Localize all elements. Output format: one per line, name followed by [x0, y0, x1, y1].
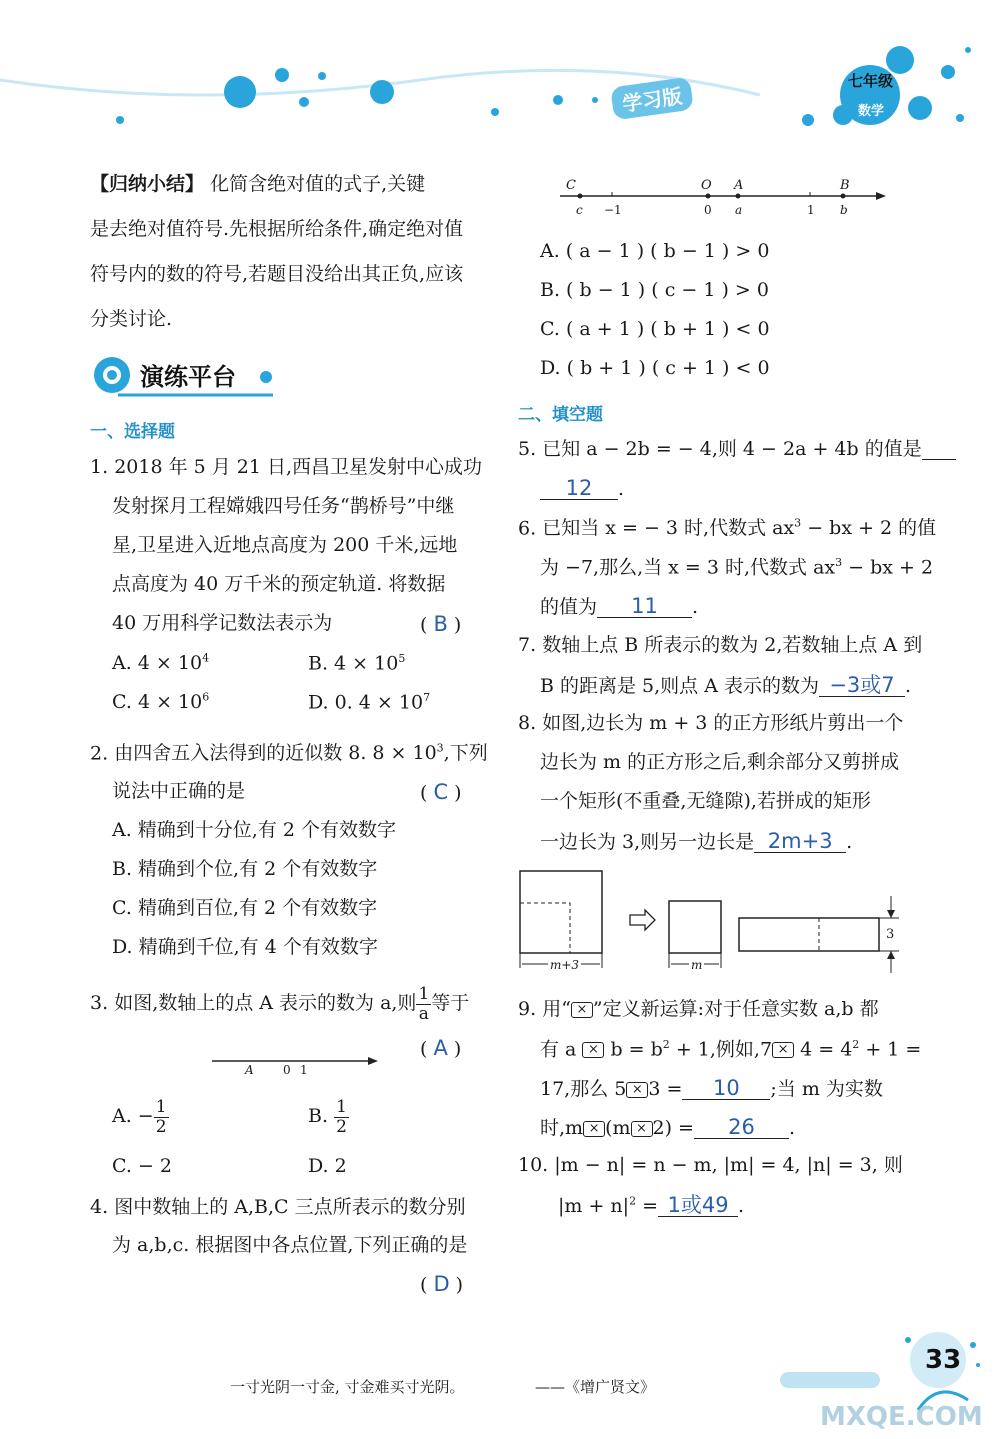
q2-option-a: A. 精确到十分位,有 2 个有效数字: [112, 819, 397, 841]
question-5: [518, 438, 922, 518]
q3-axis-label-0: 0: [283, 1063, 291, 1077]
q7-answer: −3或7: [819, 675, 905, 697]
watermark: MXQE.COM: [820, 1402, 983, 1432]
q4-answer: D: [433, 1272, 450, 1296]
footer-source: ——《增广贤文》: [535, 1378, 656, 1396]
question-4: 4. 图中数轴上的 A,B,C 三点所表示的数分别 为 a,b,c. 根据图中各点位置,下列正确的是 ( D ): [90, 1198, 485, 1312]
q4-options: [540, 242, 940, 398]
question-1: 1. 2018 年 5 月 21 日,西昌卫星发射中心成功 发射探月工程嫦娥四号任务“鹊桥号”中继 星,卫星进入近地点高度为 200 千米,远地 点高度为 40 万千米的预定轨道. 将数据 40 万用科学记数法表示为 ( B ) A. $4 \times 10^4$ B. $4 \times 10^5$ C. $4 \times 10^6$ D. 0. $4 \times 10^7$: [90, 458, 485, 731]
summary-line4: 分类讨论.: [90, 308, 173, 330]
q3-option-c: C. − 2: [112, 1155, 172, 1177]
q4-number-line: [560, 176, 890, 222]
q7-line2: B 的距离是 5,则点 A 表示的数为: [540, 675, 819, 697]
q8-figure: [515, 868, 915, 978]
q5-number: 5.: [518, 438, 537, 460]
q4-line1: 图中数轴上的 A,B,C 三点所表示的数分别: [114, 1196, 466, 1218]
q3-number: 3.: [90, 992, 109, 1015]
section-choice: 一、选择题: [90, 422, 175, 442]
q4-axis-val-a: a: [735, 203, 743, 217]
section-fill: 二、填空题: [518, 405, 603, 425]
q8-number: 8.: [518, 712, 537, 734]
q3-number-line: [210, 1053, 380, 1083]
q3-axis-svg: [210, 1053, 380, 1083]
q8-fig-label-3: 3: [886, 927, 895, 942]
page-number: 33: [925, 1345, 962, 1375]
q1-option-d: D. 0. $4 \times 10^7$: [308, 691, 431, 714]
q7-line1: 数轴上点 B 所表示的数为 2,若数轴上点 A 到: [542, 634, 923, 656]
q9-op-symbol-icon: ×: [582, 1042, 604, 1058]
q9-answer-1: 10: [682, 1078, 770, 1100]
practice-header: [88, 345, 278, 400]
q5-answer: 12: [540, 478, 618, 500]
q3-line1: 如图,数轴上的点 A 表示的数为 a,则 $\frac{1}{a}$ 等于: [114, 984, 470, 1024]
question-3: 3. 如图,数轴上的点 A 表示的数为 a,则 $\frac{1}{a}$ 等于 ( A ): [90, 984, 470, 1060]
q1-option-c: C. $4 \times 10^6$: [112, 691, 210, 714]
q4-line2: 为 a,b,c. 根据图中各点位置,下列正确的是: [112, 1234, 468, 1256]
q1-line4: 点高度为 40 万千米的预定轨道. 将数据: [112, 573, 446, 595]
q8-line3: 一个矩形(不重叠,无缝隙),若拼成的矩形: [540, 790, 871, 812]
q4-option-a: A. ( a − 1 ) ( b − 1 ) > 0: [540, 240, 770, 262]
q9-op-symbol-icon: ×: [631, 1121, 653, 1137]
q6-line1: 已知当 x = − 3 时,代数式 $ax^3$ − bx + 2 的值: [542, 517, 937, 540]
q9-line2: 有 $a \times b = b^2 + 1$,例如$,7 \times 4 = 4^2 + 1$ =: [540, 1038, 922, 1061]
q3-axis-label-1: 1: [300, 1063, 308, 1077]
q8-line4: 一边长为 3,则另一边长是: [540, 831, 755, 853]
q2-option-d: D. 精确到千位,有 4 个有效数字: [112, 936, 378, 958]
summary-label: 【归纳小结】: [90, 173, 205, 195]
q4-axis-val-0: 0: [704, 203, 712, 217]
question-10: [518, 1156, 918, 1234]
q4-axis-point-a: A: [734, 178, 744, 193]
q2-number: 2.: [90, 742, 109, 765]
q1-line5: 40 万用科学记数法表示为: [112, 612, 333, 634]
q4-axis-val-b: b: [840, 203, 848, 217]
q9-op-symbol-icon: ×: [626, 1082, 648, 1098]
q4-option-b: B. ( b − 1 ) ( c − 1 ) > 0: [540, 279, 769, 301]
footer-bar: [780, 1372, 880, 1388]
q2-option-c: C. 精确到百位,有 2 个有效数字: [112, 897, 378, 919]
q9-line4: 时,m × (m × 2) = 26 .: [540, 1115, 796, 1139]
q3-axis-label-a: A: [245, 1063, 254, 1077]
q9-op-symbol-icon: ×: [583, 1121, 605, 1137]
q3-option-b: B. $\frac{1}{2}$: [308, 1097, 347, 1137]
question-9: [518, 998, 922, 1156]
q9-line1: 用“ × ”定义新运算:对于任意实数 a,b 都: [542, 998, 879, 1020]
q8-line2: 边长为 m 的正方形之后,剩余部分又剪拼成: [540, 751, 900, 773]
q6-line2: 为 −7,那么,当 x = 3 时,代数式 $ax^3$ − bx + 2: [540, 556, 934, 579]
q8-fig-label-mplus3: m+3: [550, 958, 580, 972]
question-7: [518, 634, 923, 714]
q9-op-symbol-icon: ×: [772, 1042, 794, 1058]
summary-line2: 是去绝对值符号.先根据所给条件,确定绝对值: [90, 218, 464, 240]
q1-option-b: B. $4 \times 10^5$: [308, 652, 406, 675]
q9-number: 9.: [518, 998, 537, 1020]
question-2: 2. 由四舍五入法得到的近似数 8. $8 \times 10^3$,下列 说法中正确的是 ( C ) A. 精确到十分位,有 2 个有效数字 B. 精确到个位,有 2 个有效数字 C. 精确到百位,有 2 个有效数字 D. 精确到千位,有 4 个有效数字: [90, 743, 485, 977]
q4-axis-val-minus1: −1: [604, 203, 622, 217]
q2-line1: 由四舍五入法得到的近似数 8. $8 \times 10^3$,下列: [114, 742, 488, 765]
q10-number: 10.: [518, 1154, 549, 1176]
q6-answer: 11: [597, 596, 692, 618]
q1-line1: 2018 年 5 月 21 日,西昌卫星发射中心成功: [114, 456, 483, 478]
q10-answer: 1或49: [658, 1195, 738, 1217]
summary-block: [90, 175, 485, 355]
q8-line1: 如图,边长为 m + 3 的正方形纸片剪出一个: [542, 712, 904, 734]
q10-line2: $|m + n|^2 = 1$或49 .: [558, 1193, 745, 1217]
q4-axis-val-1: 1: [807, 203, 815, 217]
q4-axis-point-c: C: [566, 178, 576, 193]
q4-option-d: D. ( b + 1 ) ( c + 1 ) < 0: [540, 357, 770, 379]
q1-line3: 星,卫星进入近地点高度为 200 千米,远地: [112, 534, 458, 556]
q8-answer: 2m+3: [754, 831, 846, 853]
q9-op-symbol-icon: ×: [571, 1002, 593, 1018]
q10-line1: |m − n| = n − m, |m| = 4, |n| = 3, 则: [554, 1154, 903, 1176]
q8-end: .: [846, 831, 853, 853]
q1-answer: B: [433, 612, 448, 636]
question-8: [518, 714, 918, 870]
practice-title: 演练平台: [140, 363, 236, 391]
q1-number: 1.: [90, 456, 109, 478]
subject-label: 数学: [858, 104, 885, 119]
q3-answer: A: [433, 1036, 448, 1060]
q6-end: .: [692, 596, 699, 618]
q4-number: 4.: [90, 1196, 109, 1218]
summary-line1: 化简含绝对值的式子,关键: [210, 173, 426, 195]
q4-axis-val-c: c: [576, 203, 583, 217]
q4-axis-point-o: O: [701, 178, 712, 193]
q6-line3: 的值为: [540, 596, 598, 618]
q9-answer-2: 26: [694, 1117, 789, 1139]
grade-label: 七年级: [848, 72, 894, 90]
q3-option-d: D. 2: [308, 1155, 347, 1177]
q3-option-a: A. − $\frac{1}{2}$: [112, 1097, 167, 1137]
q6-number: 6.: [518, 517, 537, 540]
footer-quote: 一寸光阴一寸金, 寸金难买寸光阴。: [230, 1378, 465, 1396]
q2-option-b: B. 精确到个位,有 2 个有效数字: [112, 858, 378, 880]
q2-line2: 说法中正确的是: [112, 780, 246, 802]
study-edition-badge: 学习版: [610, 77, 694, 121]
q3-options: [112, 1098, 482, 1192]
q7-end: .: [904, 675, 912, 697]
q5-line1: 已知 a − 2b = − 4,则 4 − 2a + 4b 的值是: [542, 438, 922, 460]
q4-option-c: C. ( a + 1 ) ( b + 1 ) < 0: [540, 318, 770, 340]
summary-line3: 符号内的数的符号,若题目没给出其正负,应该: [90, 263, 464, 285]
q7-number: 7.: [518, 634, 537, 656]
q2-answer: C: [433, 780, 449, 804]
q9-line3: 17,那么 5 × 3 = 10 ;当 m 为实数: [540, 1076, 883, 1100]
q1-option-a: A. $4 \times 10^4$: [112, 652, 210, 675]
q5-end: .: [618, 478, 625, 500]
header-decoration: [0, 0, 1000, 140]
q4-axis-point-b: B: [840, 178, 850, 193]
q1-line2: 发射探月工程嫦娥四号任务“鹊桥号”中继: [112, 495, 455, 517]
question-6: [518, 517, 937, 635]
q8-fig-label-m: m: [691, 958, 703, 972]
